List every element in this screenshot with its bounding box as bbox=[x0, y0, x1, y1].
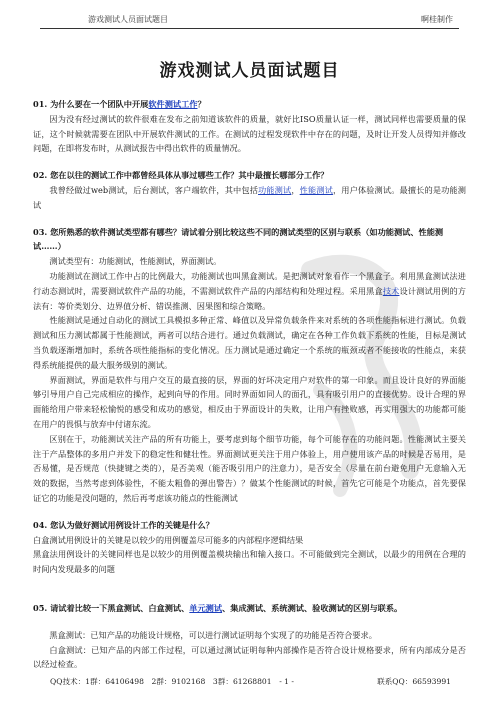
link-software-testing[interactable]: 软件测试工作 bbox=[148, 99, 198, 109]
answer-3-performance: 性能测试是通过自动化的测试工具模拟多种正常、峰值以及异常负载条件来对系统的各项性能指标进行测试。负载测试和压力测试都属于性能测试，两者可以结合进行。通过负载测试，确定在各种工作负载下系统的性能，目标是测试当负载逐渐增加时，系统各项性能指标的变化情况。压力测试是通过确定一个系统的瓶颈或者不能接收的性能点，来获得系统能提供的最大服务级别的测试。 bbox=[33, 315, 466, 370]
answer-5-white-box: 白盒测试：已知产品的内部工作过程，可以通过测试证明每种内部操作是否符合设计规格要求，所有内部成分是否以经过检查。 bbox=[33, 644, 466, 670]
question-4: 04. 您认为做好测试用例设计工作的关键是什么？ bbox=[33, 519, 214, 530]
answer-3-differences: 区别在于，功能测试关注产品的所有功能上，要考虑到每个细节功能，每个可能存在的功能问题。性能测试主要关注于产品整体的多用户并发下的稳定性和健壮性。界面测试更关注于用户体验上，用户使用该产品的时候是否易用，是否易懂，是否规范（快捷键之类的），是否美观（能否吸引用户的注意力），是否安全（尽量在前台避免用户无意输入无效的数据，当然考虑到体验性，不能太粗鲁的弹出警告）？做某个性能测试的时候，首先它可能是个功能点，首先要保证它的功能是没问题的，然后再考虑该功能点的性能测试 bbox=[33, 433, 466, 503]
link-unit-testing[interactable]: 单元测试 bbox=[189, 602, 223, 613]
question-3: 03. 您所熟悉的软件测试类型都有哪些？请试着分别比较这些不同的测试类型的区别与联系（如功能测试、性能测试……） bbox=[33, 226, 444, 252]
page-footer bbox=[40, 676, 459, 690]
header-author: 啊桂制作 bbox=[421, 15, 453, 24]
footer-contact: 联系QQ：66593991 bbox=[377, 677, 451, 686]
answer-5-black-box: 黑盒测试：已知产品的功能设计规格，可以进行测试证明每个实现了的功能是否符合要求。 bbox=[49, 629, 377, 640]
link-performance-testing[interactable]: 性能测试 bbox=[299, 184, 333, 195]
answer-1: 因为没有经过测试的软件很难在发布之前知道该软件的质量，就好比ISO质量认证一样，测试同样也需要质量的保证，这个时候就需要在团队中开展软件测试的工作。在测试的过程发现软件中存在的问题，及时让开发人员得知并修改问题，在即将发布时，从测试报告中得出软件的质量情况。 bbox=[33, 113, 466, 154]
question-2: 02. 您在以往的测试工作中都曾经具体从事过哪些工作？其中最擅长哪部分工作？ bbox=[33, 170, 329, 181]
answer-4-line-1: 白盒测试用例设计的关键是以较少的用例覆盖尽可能多的内部程序逻辑结果 bbox=[33, 534, 304, 545]
answer-4-line-2: 黑盒法用例设计的关键同样也是以较少的用例覆盖模块输出和输入接口。不可能做到完全测试，以最少的用例在合理的时间内发现最多的问题 bbox=[33, 549, 466, 575]
answer-3-interface: 界面测试，界面是软件与用户交互的最直接的层，界面的好坏决定用户对软件的第一印象。而且设计良好的界面能够引导用户自己完成相应的操作，起到向导的作用。同时界面如同人的面孔，具有吸引用户的直接优势。设计合理的界面能给用户带来轻松愉悦的感受和成功的感觉，相反由于界面设计的失败，让用户有挫败感，再实用强大的功能都可能在用户的畏惧与放弃中付诸东流。 bbox=[33, 374, 466, 429]
question-1: 01. 为什么要在一个团队中开展软件测试工作？ bbox=[33, 99, 206, 109]
page-title: 游戏测试人员面试题目 bbox=[159, 61, 340, 81]
document-body bbox=[33, 97, 466, 672]
link-functional-testing[interactable]: 功能测试 bbox=[258, 184, 292, 195]
answer-3-functional: 功能测试在测试工作中占的比例最大，功能测试也叫黑盒测试。是把测试对象看作一个黑盒子。利用黑盒测试法进行动态测试时，需要测试软件产品的功能，不需测试软件产品的内部结构和处理过程。采用黑盒技术设计测试用例的方法有：等价类划分、边界值分析、错误推测、因果图和综合策略。 bbox=[33, 270, 466, 311]
answer-2: 我曾经做过web测试，后台测试，客户端软件，其中包括功能测试，性能测试，用户体验测试。最擅长的是功能测试 bbox=[33, 184, 466, 210]
footer-qq-groups: QQ技术：1群：64106498 2群：9102168 3群：61268801 - 1 - bbox=[50, 677, 294, 686]
link-technology[interactable]: 技术 bbox=[382, 285, 400, 296]
answer-3-types: 测试类型有：功能测试，性能测试，界面测试。 bbox=[49, 256, 222, 267]
header-title: 游戏测试人员面试题目 bbox=[88, 15, 168, 24]
page-header bbox=[40, 8, 459, 29]
question-5: 05. 请试着比较一下黑盒测试、白盒测试、单元测试、集成测试、系统测试、验收测试的区别与联系。 bbox=[33, 602, 403, 613]
